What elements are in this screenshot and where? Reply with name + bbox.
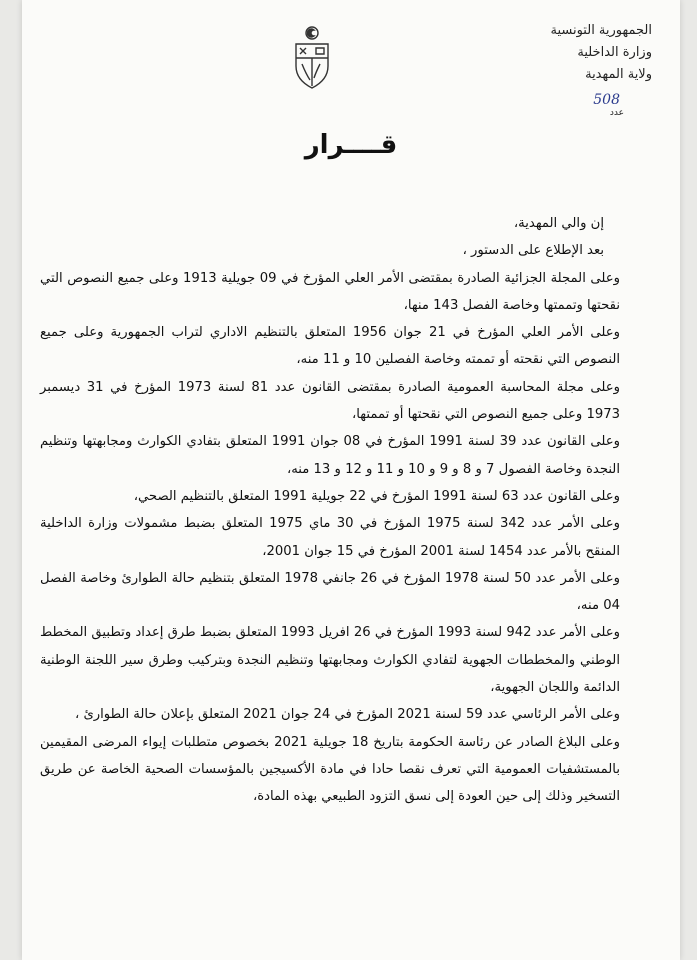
- recital-paragraph: وعلى القانون عدد 63 لسنة 1991 المؤرخ في 22 جويلية 1991 المتعلق بالتنظيم الصحي،: [133, 488, 620, 504]
- tunisia-coat-of-arms-icon: [290, 24, 334, 96]
- document-page: [22, 0, 680, 960]
- letterhead-ministry: وزارة الداخلية: [577, 45, 652, 60]
- recital-paragraph: وعلى الأمر عدد 342 لسنة 1975 المؤرخ في 30 ماي 1975 المتعلق بضبط مشمولات وزارة الداخلية المنقح بالأمر عدد 1454 لسنة 2001 المؤرخ في 15 جوان 2001،: [40, 516, 621, 559]
- recital-paragraph: وعلى الأمر عدد 942 لسنة 1993 المؤرخ في 26 افريل 1993 المتعلق بضبط طرق إعداد وتطبيق المخطط الوطني والمخططات الجهوية لتفادي الكوارث ومجابهتها وتنظيم النجدة وبتركيب وطرق سير اللجنة الوطنية الدائمة واللجان الجهوية،: [40, 625, 621, 696]
- recital-paragraph: وعلى القانون عدد 39 لسنة 1991 المؤرخ في 08 جوان 1991 المتعلق بتفادي الكوارث ومجابهتها وتنظيم النجدة وخاصة الفصول 7 و 8 و 9 و 10 و 11 و 12 و 13 منه،: [40, 434, 621, 477]
- decree-body: [40, 210, 660, 811]
- recital-paragraph: وعلى الأمر الرئاسي عدد 59 لسنة 2021 المؤرخ في 24 جوان 2021 المتعلق بإعلان حالة الطوارئ ،: [75, 707, 620, 723]
- recital-paragraph: وعلى البلاغ الصادر عن رئاسة الحكومة بتاريخ 18 جويلية 2021 بخصوص متطلبات إيواء المرضى المقيمين بالمستشفيات العمومية التي تعرف نقصا حادا في مادة الأكسيجين بالمؤسسات الصحية الخاصة عن طريق التسخير وذلك إلى حين العودة إلى نسق التزود الطبيعي بهذه المادة،: [40, 734, 620, 805]
- reference-label: عدد: [609, 108, 624, 118]
- recital-paragraph: وعلى مجلة المحاسبة العمومية الصادرة بمقتضى القانون عدد 81 لسنة 1973 المؤرخ في 31 ديسمبر 1973 وعلى جميع النصوص التي نقحتها أو تممتها،: [40, 379, 620, 423]
- recital-paragraph: وعلى الأمر العلي المؤرخ في 21 جوان 1956 المتعلق بالتنظيم الاداري لتراب الجمهورية وعلى جميع النصوص التي نقحته أو تممته وخاصة الفصلين 10 و 11 منه،: [40, 325, 621, 368]
- letterhead-republic: الجمهورية التونسية: [550, 23, 652, 38]
- reference-number: 508: [593, 92, 620, 108]
- recital-paragraph: وعلى الأمر عدد 50 لسنة 1978 المؤرخ في 26 جانفي 1978 المتعلق بتنظيم حالة الطوارئ وخاصة الفصل 04 منه،: [40, 570, 621, 614]
- letterhead-governorate: ولاية المهدية: [585, 67, 652, 82]
- decree-title: قــــرار: [304, 130, 398, 160]
- opening-line: إن والي المهدية،: [513, 216, 604, 231]
- letterhead: [492, 20, 652, 86]
- recital-paragraph: وعلى المجلة الجزائية الصادرة بمقتضى الأمر العلي المؤرخ في 09 جويلية 1913 وعلى جميع النصوص التي نقحتها وتممتها وخاصة الفصل 143 منها،: [40, 270, 620, 313]
- recital-paragraph: بعد الإطلاع على الدستور ،: [462, 243, 604, 259]
